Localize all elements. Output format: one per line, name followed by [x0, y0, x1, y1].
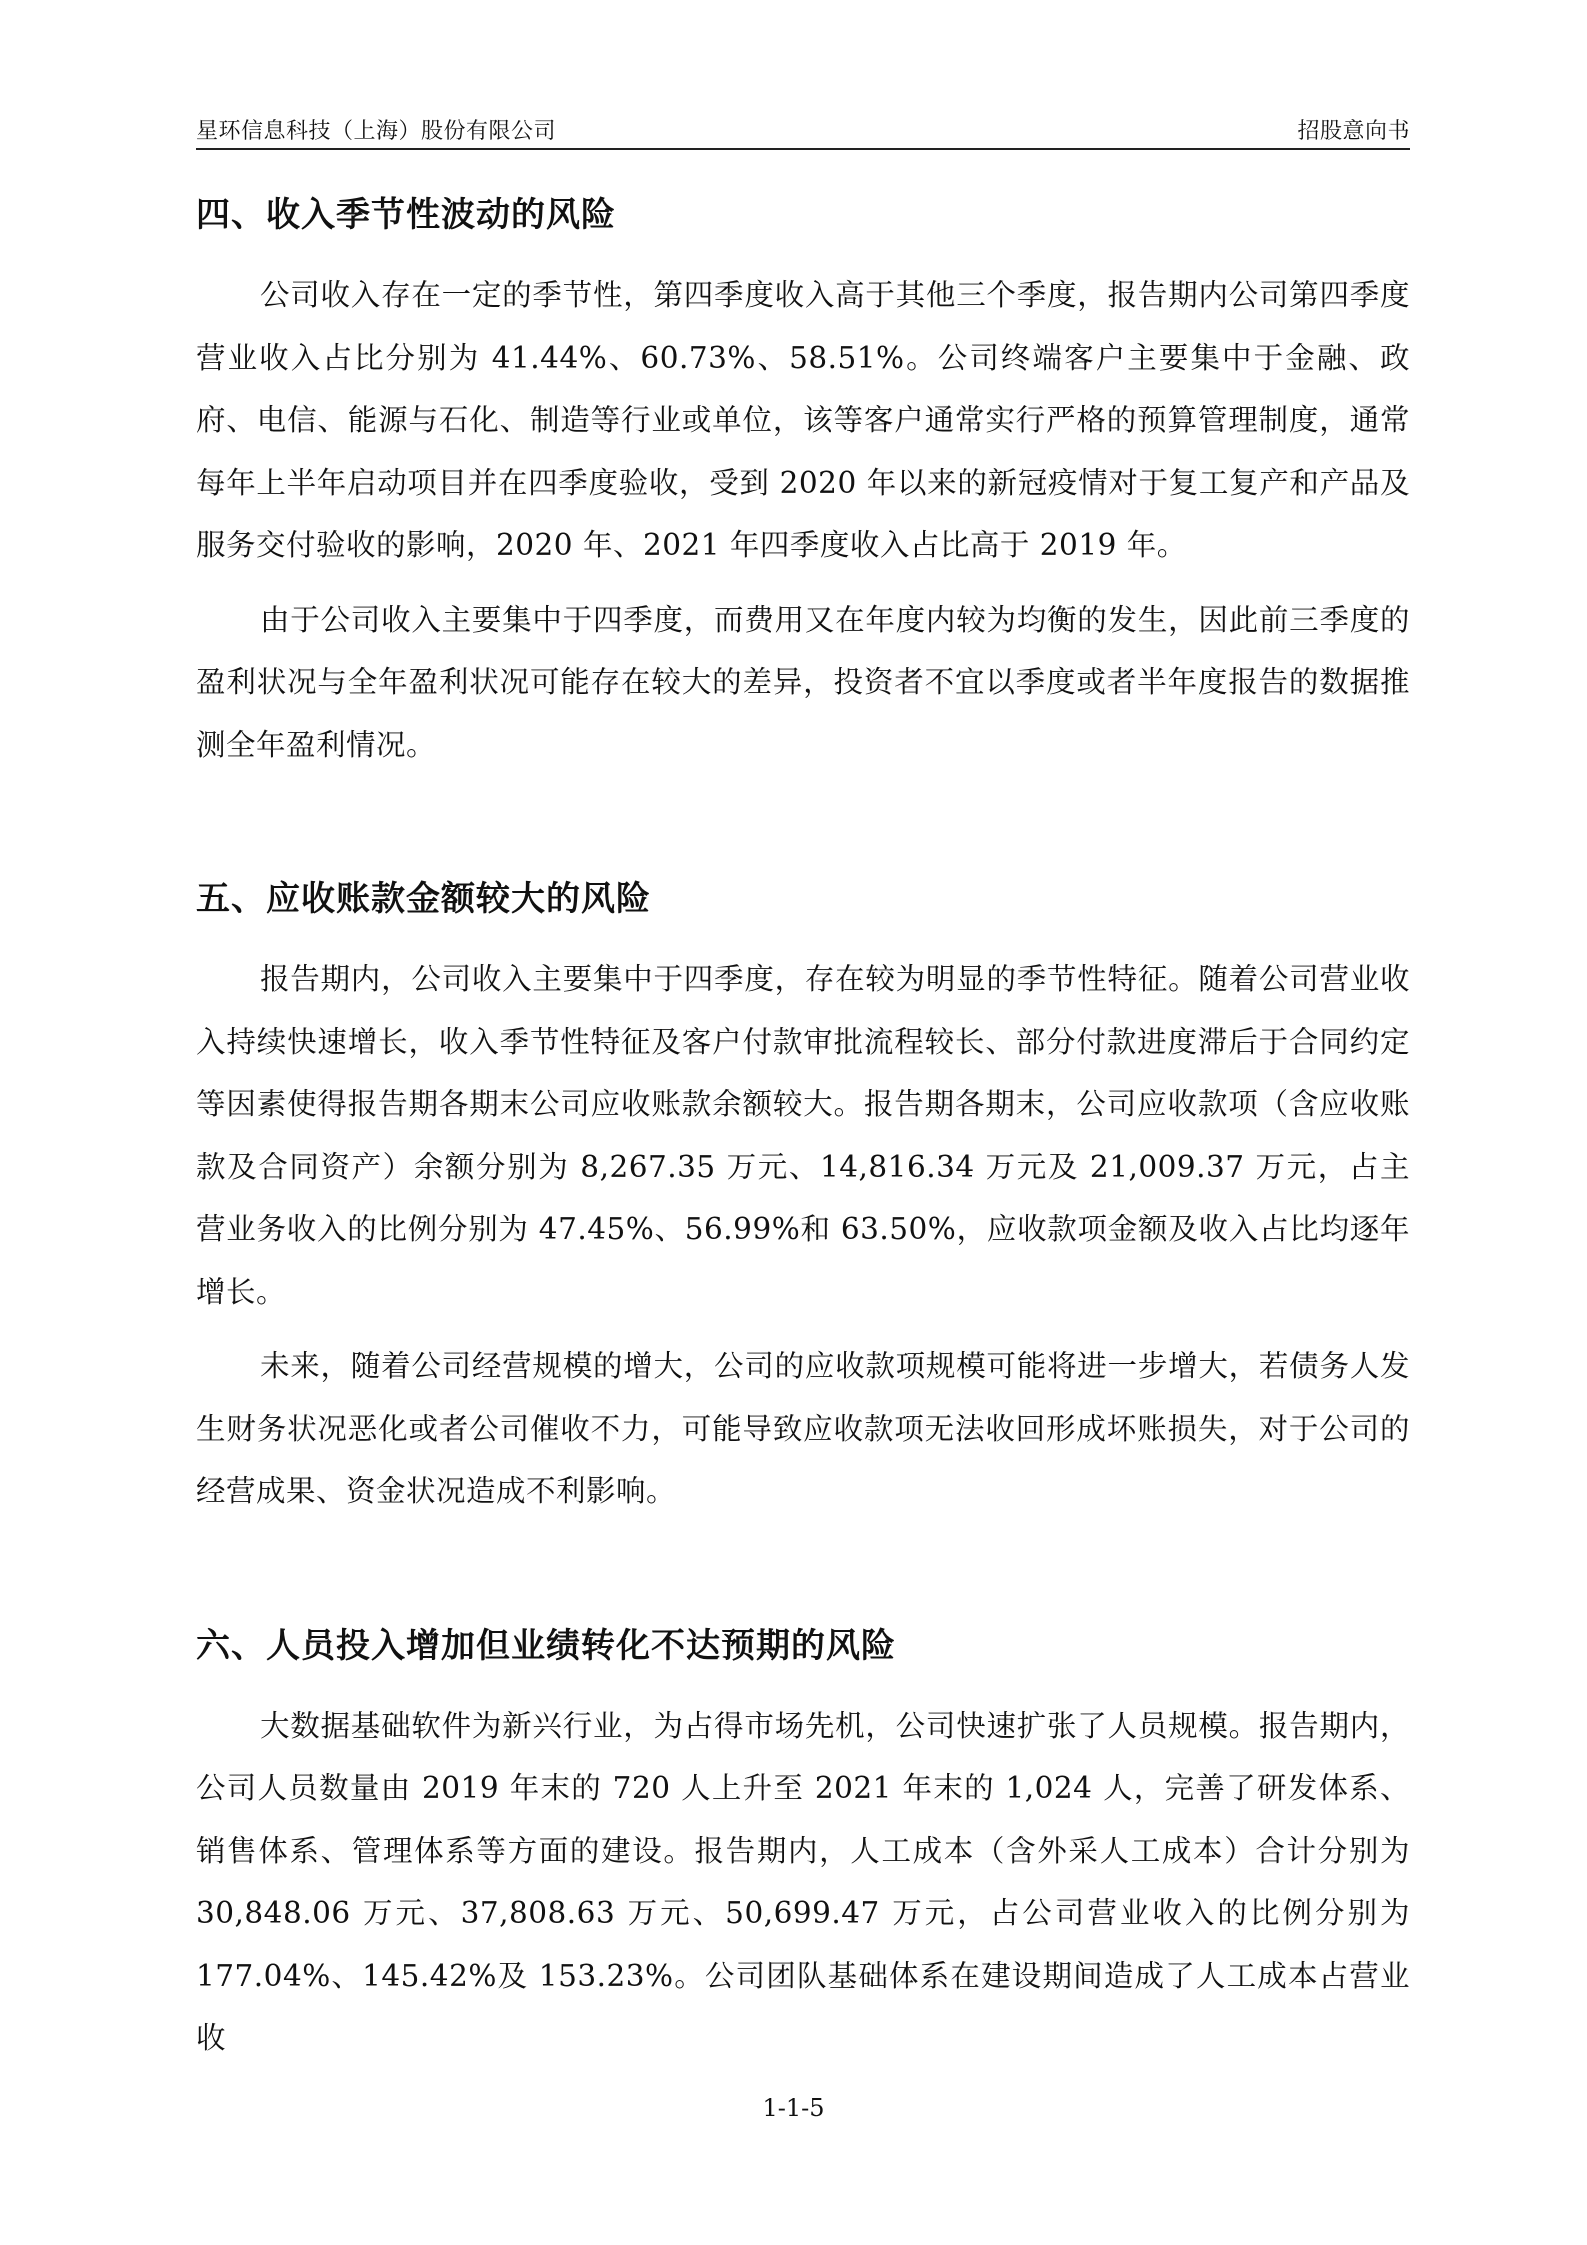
section-receivables-risk	[196, 874, 1410, 1523]
paragraph: 未来，随着公司经营规模的增大，公司的应收款项规模可能将进一步增大，若债务人发生财务状况恶化或者公司催收不力，可能导致应收款项无法收回形成坏账损失，对于公司的经营成果、资金状况造成不利影响。	[196, 1349, 1410, 1508]
paragraph: 公司收入存在一定的季节性，第四季度收入高于其他三个季度，报告期内公司第四季度营业收入占比分别为 41.44%、60.73%、58.51%。公司终端客户主要集中于金融、政府、电信、能源与石化、制造等行业或单位，该等客户通常实行严格的预算管理制度，通常每年上半年启动项目并在四季度验收，受到 2020 年以来的新冠疫情对于复工复产和产品及服务交付验收的影响，2020 年、2021 年四季度收入占比高于 2019 年。	[196, 278, 1410, 562]
paragraph: 报告期内，公司收入主要集中于四季度，存在较为明显的季节性特征。随着公司营业收入持续快速增长，收入季节性特征及客户付款审批流程较长、部分付款进度滞后于合同约定等因素使得报告期各期末公司应收账款余额较大。报告期各期末，公司应收款项（含应收账款及合同资产）余额分别为 8,267.35 万元、14,816.34 万元及 21,009.37 万元，占主营业务收入的比例分别为 47.45%、56.99%和 63.50%，应收款项金额及收入占比均逐年增长。	[196, 962, 1410, 1309]
page-header	[196, 110, 1410, 150]
section-title: 六、人员投入增加但业绩转化不达预期的风险	[196, 1625, 896, 1666]
header-company-name: 星环信息科技（上海）股份有限公司	[196, 119, 557, 144]
section-seasonal-revenue-risk	[196, 190, 1410, 776]
header-document-type: 招股意向书	[1297, 119, 1410, 144]
document-body	[196, 190, 1410, 2070]
paragraph: 由于公司收入主要集中于四季度，而费用又在年度内较为均衡的发生，因此前三季度的盈利状况与全年盈利状况可能存在较大的差异，投资者不宜以季度或者半年度报告的数据推测全年盈利情况。	[196, 602, 1410, 762]
paragraph: 大数据基础软件为新兴行业，为占得市场先机，公司快速扩张了人员规模。报告期内，公司人员数量由 2019 年末的 720 人上升至 2021 年末的 1,024 人，完善了研发体系、销售体系、管理体系等方面的建设。报告期内，人工成本（含外采人工成本）合计分别为 30,848.06 万元、37,808.63 万元、50,699.47 万元，占公司营业收入的比例分别为 177.04%、145.42%及 153.23%。公司团队基础体系在建设期间造成了人工成本占营业收	[196, 1708, 1410, 2055]
section-title: 五、应收账款金额较大的风险	[196, 879, 651, 919]
section-personnel-investment-risk	[196, 1621, 1410, 2070]
page-number: 1-1-5	[762, 2094, 825, 2122]
section-title: 四、收入季节性波动的风险	[196, 195, 616, 235]
